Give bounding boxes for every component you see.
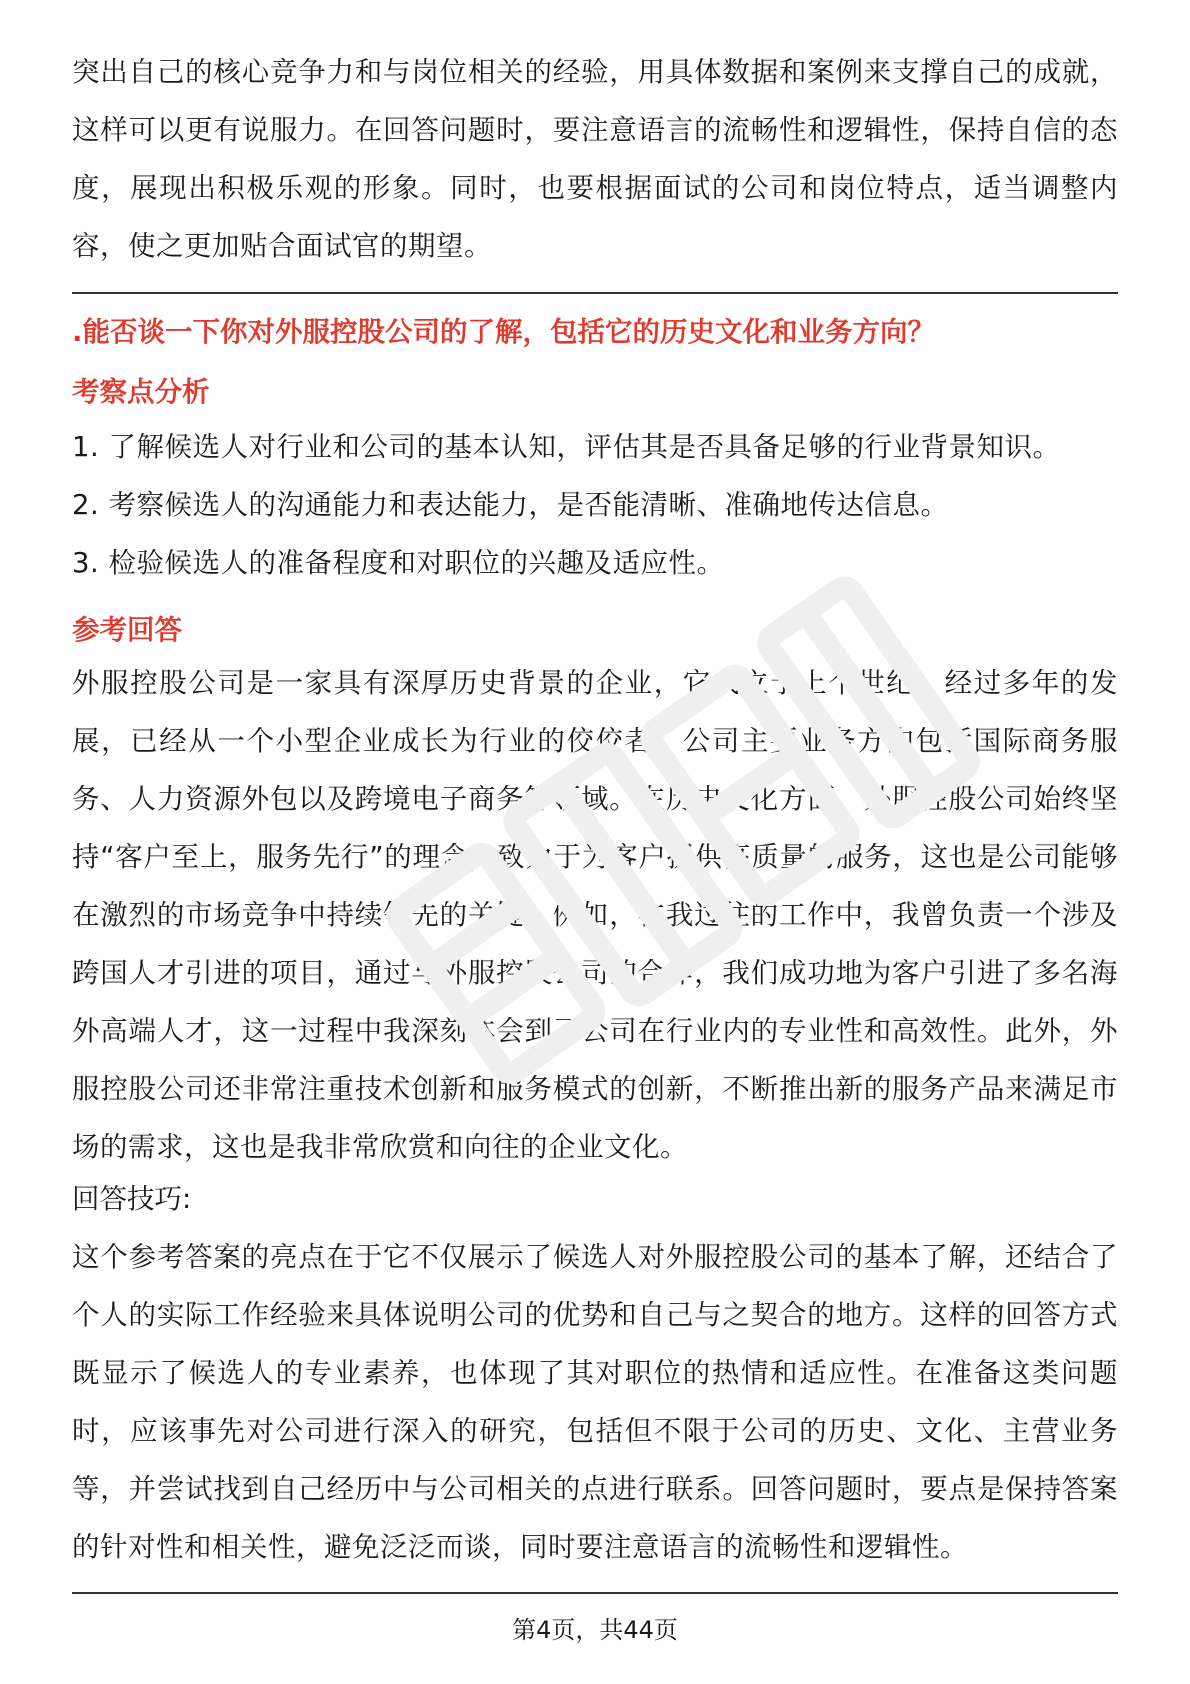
- answer-tips-paragraph: 这个参考答案的亮点在于它不仅展示了候选人对外服控股公司的基本了解，还结合了个人的实际工作经验来具体说明公司的优势和自己与之契合的地方。这样的回答方式既显示了候选人的专业素养，也体现了其对职位的热情和适应性。在准备这类问题时，应该事先对公司进行深入的研究，包括但不限于公司的历史、文化、主营业务等，并尝试找到自己经历中与公司相关的点进行联系。回答问题时，要点是保持答案的针对性和相关性，避免泛泛而谈，同时要注意语言的流畅性和逻辑性。: [72, 1241, 1118, 1563]
- document-page: [72, 0, 1118, 1684]
- analysis-point: 2. 考察候选人的沟通能力和表达能力，是否能清晰、准确地传达信息。: [72, 489, 949, 521]
- bottom-divider: [72, 1592, 1118, 1594]
- page-number: 第4页，共44页: [512, 1616, 678, 1644]
- question-title: .能否谈一下你对外服控股公司的了解，包括它的历史文化和业务方向？: [72, 316, 935, 348]
- analysis-points-list: [72, 418, 1118, 592]
- reference-answer-paragraph: 外服控股公司是一家具有深厚历史背景的企业，它成立于上个世纪，经过多年的发展，已经从一个小型企业成长为行业的佼佼者。公司主要业务方向包括国际商务服务、人力资源外包以及跨境电子商务等领域。在历史文化方面，外服控股公司始终坚持“客户至上，服务先行”的理念，致力于为客户提供高质量的服务，这也是公司能够在激烈的市场竞争中持续领先的关键。例如，在我过往的工作中，我曾负责一个涉及跨国人才引进的项目，通过与外服控股公司的合作，我们成功地为客户引进了多名海外高端人才，这一过程中我深刻体会到了公司在行业内的专业性和高效性。此外，外服控股公司还非常注重技术创新和服务模式的创新，不断推出新的服务产品来满足市场的需求，这也是我非常欣赏和向往的企业文化。: [72, 667, 1118, 1163]
- reference-answer-heading: 参考回答: [72, 614, 182, 646]
- analysis-point: 1. 了解候选人对行业和公司的基本认知，评估其是否具备足够的行业背景知识。: [72, 431, 1061, 463]
- analysis-point: 3. 检验候选人的准备程度和对职位的兴趣及适应性。: [72, 547, 725, 579]
- intro-paragraph: 突出自己的核心竞争力和与岗位相关的经验，用具体数据和案例来支撑自己的成就，这样可以更有说服力。在回答问题时，要注意语言的流畅性和逻辑性，保持自信的态度，展现出积极乐观的形象。同时，也要根据面试的公司和岗位特点，适当调整内容，使之更加贴合面试官的期望。: [72, 56, 1118, 262]
- top-divider: [72, 292, 1118, 294]
- analysis-heading: 考察点分析: [72, 376, 210, 408]
- answer-tips-label: 回答技巧:: [72, 1183, 192, 1215]
